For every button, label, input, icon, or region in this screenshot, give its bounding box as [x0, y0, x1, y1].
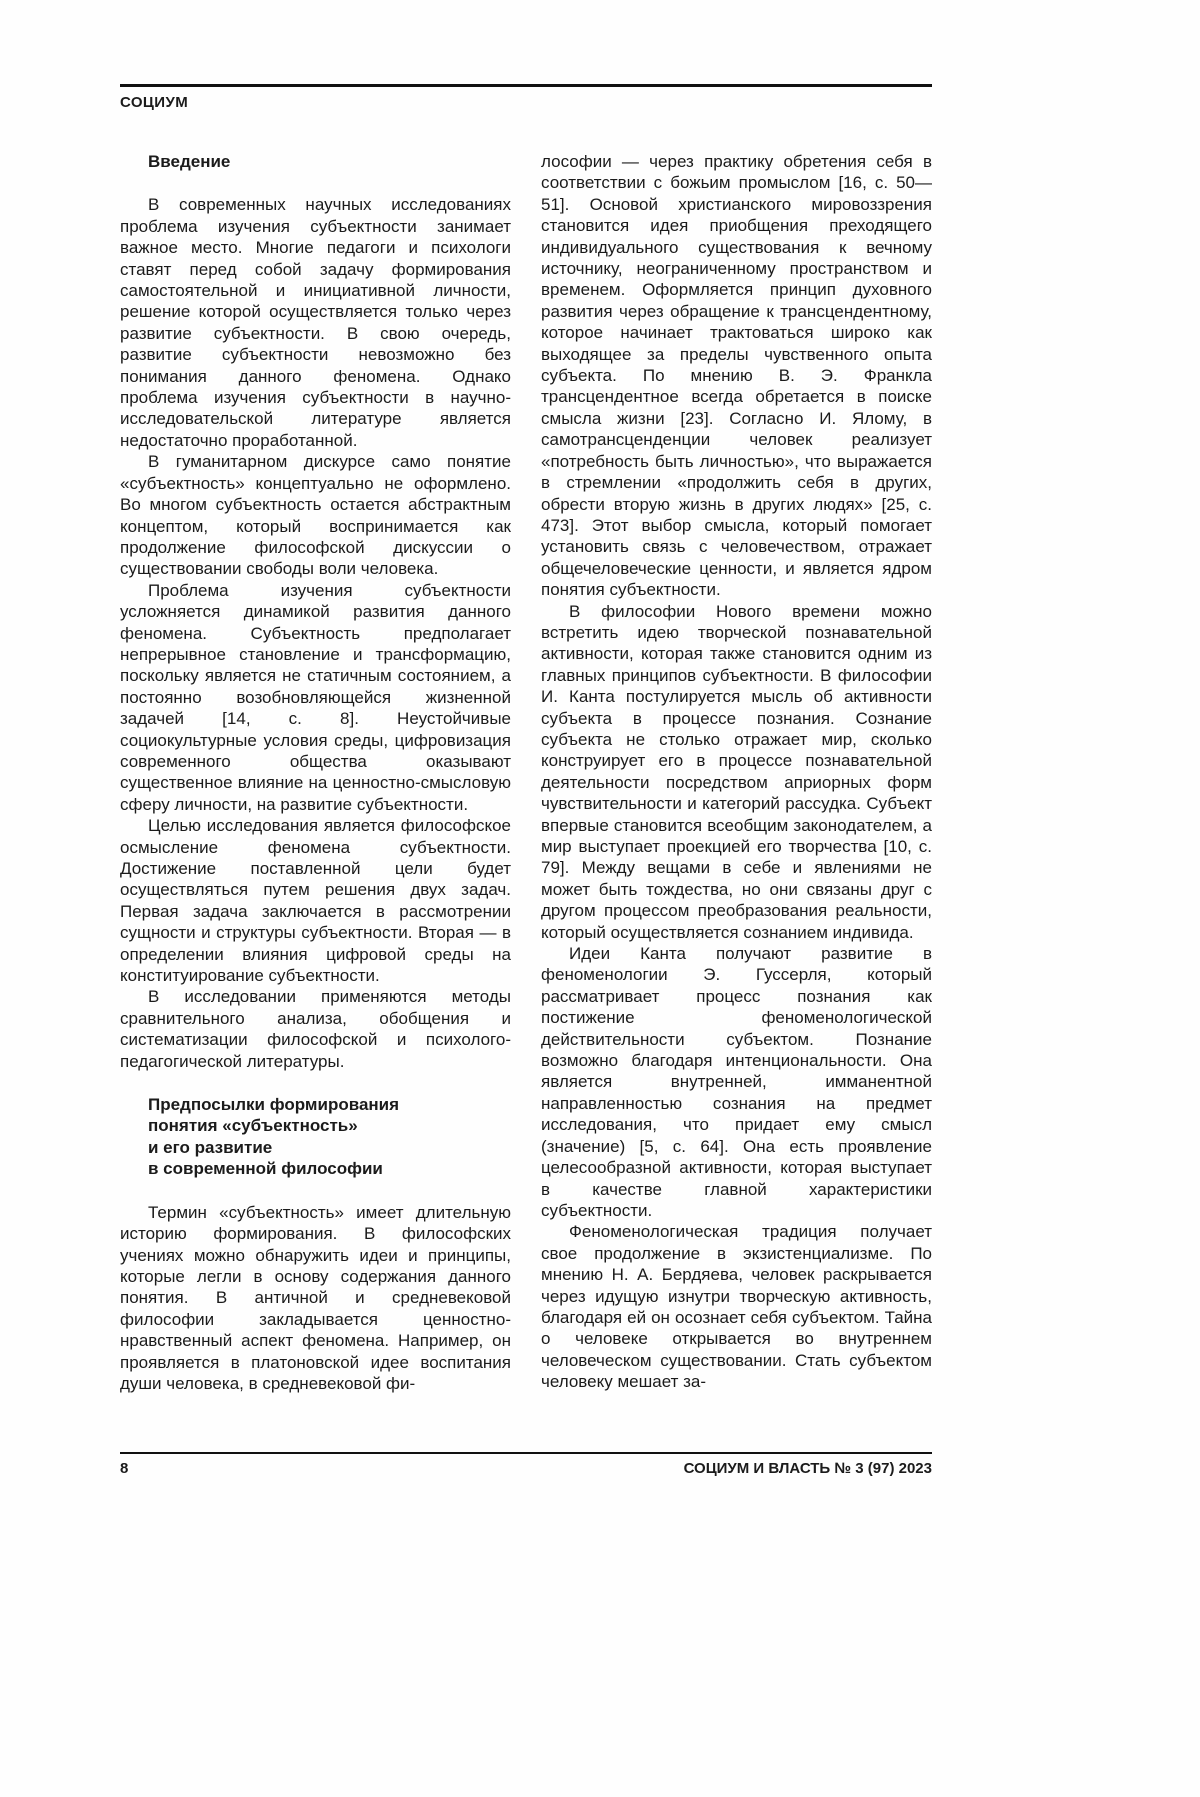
two-column-text: [120, 151, 932, 1394]
running-head: СОЦИУМ: [120, 94, 189, 111]
section-heading-background: Предпосылки формирования понятия «субъектность» и его развитие в современной философии: [148, 1095, 400, 1179]
right-column: [541, 151, 932, 1394]
footer-row: [120, 1460, 932, 1477]
paragraph: Термин «субъектность» имеет длительную историю формирования. В философских учениях можно обнаружить идеи и принципы, которые легли в основу содержания данного понятия. В античной и средневековой философии закладывается ценностно-нравственный аспект феномена. Например, он проявляется в платоновской идее воспитания души человека, в средневековой фи-: [120, 1202, 511, 1393]
left-column: [120, 151, 511, 1394]
page-number: 8: [120, 1460, 129, 1477]
journal-title: СОЦИУМ И ВЛАСТЬ № 3 (97) 2023: [683, 1460, 932, 1477]
paragraph: В исследовании применяются методы сравнительного анализа, обобщения и систематизации философской и психолого-педагогической литературы.: [120, 987, 511, 1071]
page-footer: [120, 1452, 932, 1477]
paragraph: В современных научных исследованиях проблема изучения субъектности занимает важное место. Многие педагоги и психологи ставят перед собой задачу формирования самостоятельной и инициативной личности, решение которой осуществляется только через развитие субъектности. В свою очередь, развитие субъектности невозможно без понимания данного феномена. Однако проблема изучения субъектности в научно-исследовательской литературе является недостаточно проработанной.: [120, 195, 511, 450]
paragraph: Целью исследования является философское осмысление феномена субъектности. Достижение поставленной цели будет осуществляться путем решения двух задач. Первая задача заключается в рассмотрении сущности и структуры субъектности. Вторая — в определении влияния цифровой среды на конституирование субъектности.: [120, 816, 511, 986]
paragraph: В гуманитарном дискурсе само понятие «субъектность» концептуально не оформлено. Во многом субъектность остается абстрактным концептом, который воспринимается как продолжение философской дискуссии о существовании свободы воли человека.: [120, 452, 511, 579]
paragraph: Феноменологическая традиция получает свое продолжение в экзистенциализме. По мнению Н. А. Бердяева, человек раскрывается через идущую изнутри творческую активность, благодаря ей он осознает себя субъектом. Тайна о человеке открывается во внутреннем человеческом существовании. Стать субъектом человеку мешает за-: [541, 1222, 932, 1392]
header-rule: [120, 84, 932, 87]
page-content: [120, 84, 932, 1394]
paragraph: Идеи Канта получают развитие в феноменологии Э. Гуссерля, который рассматривает процесс познания как постижение феноменологической действительности субъектом. Познание возможно благодаря интенциональности. Она является внутренней, имманентной направленностью сознания на предмет исследования, что придает ему смысл (значение) [5, с. 64]. Она есть проявление целесообразной активности, которая выступает в качестве главной характеристики субъектности.: [541, 944, 932, 1220]
paragraph: В философии Нового времени можно встретить идею творческой познавательной активности, которая также становится одним из главных принципов субъектности. В философии И. Канта постулируется мысль об активности субъекта в процессе познания. Сознание субъекта не столько отражает мир, сколько конструирует его в процессе познавательной деятельности посредством априорных форм чувствительности и категорий рассудка. Субъект впервые становится всеобщим законодателем, а мир выступает проекцией его творчества [10, с. 79]. Между вещами в себе и явлениями не может быть тождества, но они связаны друг с другом процессом преобразования реальности, который осуществляется сознанием индивида.: [541, 601, 932, 942]
paragraph-continuation: лософии — через практику обретения себя в соответствии с божьим промыслом [16, с. 50—51]. Основой христианского мировоззрения становится идея приобщения преходящего индивидуального существования к вечному источнику, неограниченному пространством и временем. Оформляется принцип духовного развития через обращение к трансцендентному, которое начинает трактоваться широко как выходящее за пределы чувственного опыта субъекта. По мнению В. Э. Франкла трансцендентное всегда обретается в поиске смысла жизни [23]. Согласно И. Ялому, в самотрансценденции человек реализует «потребность быть личностью», что выражается в стремлении «продолжить себя в других, обрести вторую жизнь в других людях» [25, с. 473]. Этот выбор смысла, который помогает установить связь с человечеством, отражает общечеловеческие ценности, и является ядром понятия субъектности.: [541, 152, 932, 600]
footer-rule: [120, 1452, 932, 1454]
paragraph: Проблема изучения субъектности усложняется динамикой развития данного феномена. Субъектность предполагает непрерывное становление и трансформацию, поскольку является не статичным состоянием, а постоянно возобновляющейся жизненной задачей [14, с. 8]. Неустойчивые социокультурные условия среды, цифровизация современного общества оказывают существенное влияние на ценностно-смысловую сферу личности, на развитие субъектности.: [120, 580, 511, 814]
section-heading-introduction: Введение: [148, 152, 231, 171]
